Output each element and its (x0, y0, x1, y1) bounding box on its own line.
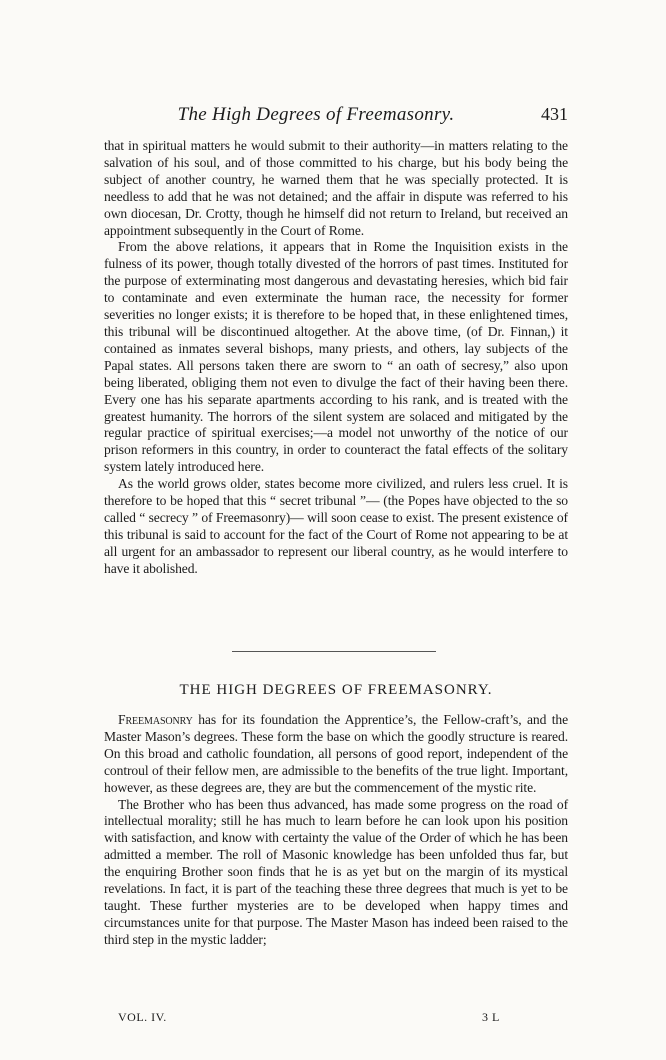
volume-mark: VOL. IV. (118, 1010, 167, 1024)
article-continuation (104, 138, 568, 578)
page-header (104, 104, 568, 128)
article-body (104, 712, 568, 949)
paragraph-text: has for its foundation the Apprentice’s, the Fellow-craft’s, and the Master Mason’s degrees. These form the base on which the goodly structure is reared. On this broad and catholic foundation, all persons of good report, independent of the controul of their fellow men, are admissible to the benefits of the true light. Important, however, as these degrees are, they are but the commencement of the mystic rite. (104, 712, 568, 795)
paragraph: that in spiritual matters he would submit to their authority—in matters relating to the salvation of his soul, and of those committed to his charge, but his body being the subject of another country, he warned them that he was specially protected. It is needless to add that he was not detained; and the affair in dispute was referred to his own diocesan, Dr. Crotty, though he himself did not return to Ireland, but received an appointment subsequently in the Court of Rome. (104, 138, 568, 238)
lead-word: Freemasonry (118, 712, 193, 727)
paragraph (104, 712, 568, 797)
page-number: 431 (541, 104, 568, 124)
signature-mark: 3 L (482, 1010, 500, 1024)
running-title: The High Degrees of Freemasonry. (177, 104, 455, 125)
section-divider (232, 651, 436, 652)
section-title: THE HIGH DEGREES OF FREEMASONRY. (179, 682, 493, 698)
paragraph: The Brother who has been thus advanced, has made some progress on the road of intellectual morality; still he has much to learn before he can look upon his position with satisfaction, and know with certainty the value of the Order of which he has been admitted a member. The roll of Masonic knowledge has been unfolded thus far, but the enquiring Brother soon finds that he is as yet but on the margin of its mystical revelations. In fact, it is part of the teaching these three degrees that much is yet to be taught. These further mysteries are to be developed when happy times and circumstances unite for that purpose. The Master Mason has indeed been raised to the third step in the mystic ladder; (104, 796, 568, 947)
paragraph: From the above relations, it appears that in Rome the Inquisition exists in the fulness of its power, though totally divested of the horrors of past times. Instituted for the purpose of exterminating most dangerous and devastating heresies, which bid fair to contaminate and even exterminate the human race, the necessity for former severities no longer exists; it is therefore to be hoped that, in these enlightened times, this tribunal will be discontinued altogether. At the above time, (of Dr. Finnan,) it contained as inmates several bishops, many priests, and others, lay subjects of the Papal states. All persons taken there are sworn to “ an oath of secresy,” also upon being liberated, obliging them not even to divulge the fact of their having been there. Every one has his separate apartments according to his rank, and is treated with the greatest humanity. The horrors of the silent system are solaced and mitigated by the regular practice of spiritual exercises;—a model not unworthy of the notice of our prison reformers in this country, in order to counteract the fatal effects of the solitary system lately introduced here. (104, 239, 568, 475)
paragraph: As the world grows older, states become more civilized, and rulers less cruel. It is therefore to be hoped that this “ secret tribunal ”— (the Popes have objected to the so called “ secrecy ” of Freemasonry)— will soon cease to exist. The present existence of this tribunal is said to account for the fact of the Court of Rome not appearing to be at all urgent for an ambassador to represent our liberal country, as he would interfere to have it abolished. (104, 476, 568, 576)
